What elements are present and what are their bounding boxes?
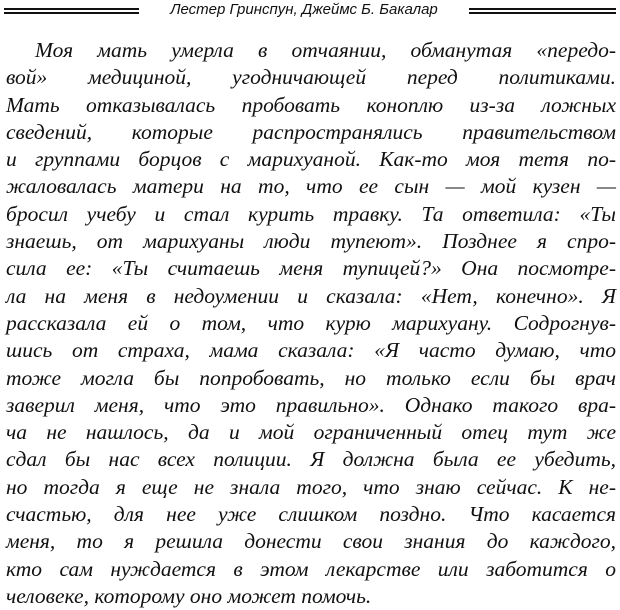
running-title: Лестер Гринспун, Джеймс Б. Бакалар — [170, 1, 438, 18]
text-line-last: человеке, которому оно может помочь. — [6, 583, 372, 608]
paragraph — [6, 37, 616, 610]
running-header — [0, 0, 620, 24]
text-line: рассказала ей о том, что курю марихуану. Содрогнув- — [6, 310, 616, 335]
text-line: тоже могла бы попробовать, но только если бы врач — [6, 365, 616, 390]
text-line: жаловалась матери на то, что ее сын — мой кузен — — [6, 174, 616, 199]
text-line: бросил учебу и стал курить травку. Та ответила: «Ты — [6, 201, 616, 226]
header-rule-right-top — [469, 8, 616, 10]
text-line: счастью, для нее уже слишком поздно. Что касается — [6, 502, 616, 527]
text-line: ла на меня в недоумении и сказала: «Нет, конечно». Я — [6, 283, 616, 308]
header-rule-left-bottom — [4, 12, 139, 14]
text-line: заверил меня, что это правильно». Однако такого вра- — [6, 392, 616, 417]
text-line: сведений, которые распространялись правительством — [6, 119, 616, 144]
text-line: меня, то я решила донести свои знания до каждого, — [6, 529, 616, 554]
text-line: знаешь, от марихуаны люди тупеют». Позднее я спро- — [6, 229, 616, 254]
header-rule-right-bottom — [469, 12, 616, 14]
header-rule-left-top — [4, 8, 139, 10]
text-line: сила ее: «Ты считаешь меня тупицей?» Она посмотре- — [6, 256, 616, 281]
text-line: и группами борцов с марихуаной. Как-то моя тетя по- — [6, 147, 616, 172]
text-line: ча не нашлось, да и мой ограниченный отец тут же — [6, 420, 616, 445]
text-line: шись от страха, мама сказала: «Я часто думаю, что — [6, 338, 616, 363]
text-line: но тогда я еще не знала того, что знаю сейчас. К не- — [6, 474, 616, 499]
text-line: кто сам нуждается в этом лекарстве или заботится о — [6, 556, 616, 581]
text-line: сдал бы нас всех полиции. Я должна была ее убедить, — [6, 447, 616, 472]
text-line: вой» медициной, угодничающей перед политиками. — [6, 65, 616, 90]
text-line: Мать отказывалась пробовать коноплю из-за ложных — [6, 92, 616, 117]
text-line: Моя мать умерла в отчаянии, обманутая «передо- — [35, 38, 616, 62]
